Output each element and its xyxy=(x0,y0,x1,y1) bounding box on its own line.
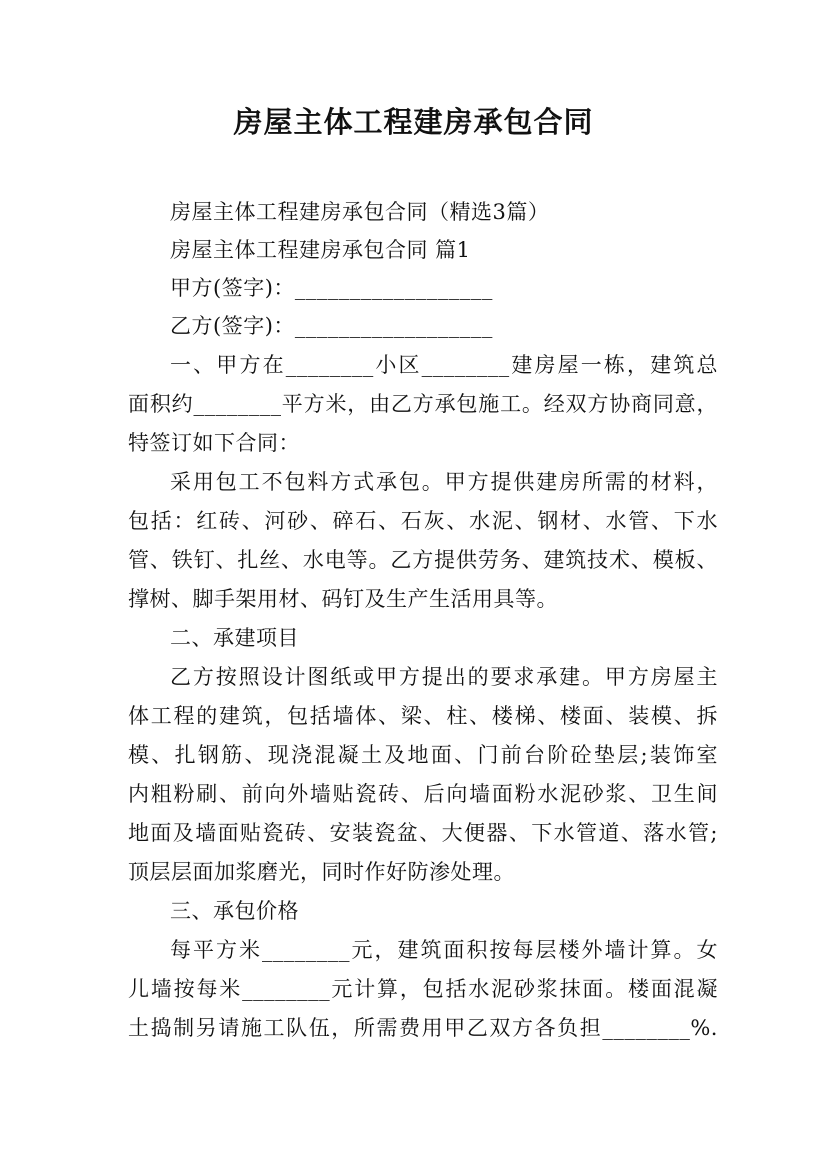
paragraph-line: 每平方米________元，建筑面积按每层楼外墙计算。女 xyxy=(170,938,718,962)
section-heading-line: 三、承包价格 xyxy=(170,899,299,923)
paragraph-line: 面积约________平方米，由乙方承包施工。经双方协商同意， xyxy=(128,392,718,416)
paragraph-line: 乙方按照设计图纸或甲方提出的要求承建。甲方房屋主 xyxy=(170,665,718,689)
paragraph-line: 地面及墙面贴瓷砖、安装瓷盆、大便器、下水管道、落水管; xyxy=(128,821,718,845)
paragraph-line: 包括：红砖、河砂、碎石、石灰、水泥、钢材、水管、下水 xyxy=(128,509,718,533)
party-a-signature-line: 甲方(签字)：__________________ xyxy=(170,276,493,300)
paragraph-line: 管、铁钉、扎丝、水电等。乙方提供劳务、建筑技术、模板、 xyxy=(128,548,718,572)
paragraph-line: 内粗粉刷、前向外墙贴瓷砖、后向墙面粉水泥砂浆、卫生间 xyxy=(128,782,718,806)
paragraph-line: 土捣制另请施工队伍，所需费用甲乙双方各负担________%. xyxy=(128,1016,718,1040)
paragraph-line: 模、扎钢筋、现浇混凝土及地面、门前台阶砼垫层;装饰室 xyxy=(128,743,718,767)
subtitle-line: 房屋主体工程建房承包合同（精选3篇） xyxy=(170,200,550,224)
document-title: 房屋主体工程建房承包合同 xyxy=(233,105,594,139)
section-heading-line: 二、承建项目 xyxy=(170,626,299,650)
paragraph-line: 体工程的建筑，包括墙体、梁、柱、楼梯、楼面、装模、拆 xyxy=(128,704,718,728)
paragraph-line: 顶层层面加浆磨光，同时作好防渗处理。 xyxy=(128,860,515,884)
paragraph-line: 采用包工不包料方式承包。甲方提供建房所需的材料， xyxy=(170,470,718,494)
paragraph-line: 儿墙按每米________元计算，包括水泥砂浆抹面。楼面混凝 xyxy=(128,977,718,1001)
paragraph-line: 特签订如下合同： xyxy=(128,431,300,455)
paragraph-line: 撑树、脚手架用材、码钉及生产生活用具等。 xyxy=(128,587,558,611)
paragraph-line: 一、甲方在________小区________建房屋一栋，建筑总 xyxy=(170,353,718,377)
section-heading-line: 房屋主体工程建房承包合同 篇1 xyxy=(170,238,471,262)
party-b-signature-line: 乙方(签字)：__________________ xyxy=(170,314,493,338)
